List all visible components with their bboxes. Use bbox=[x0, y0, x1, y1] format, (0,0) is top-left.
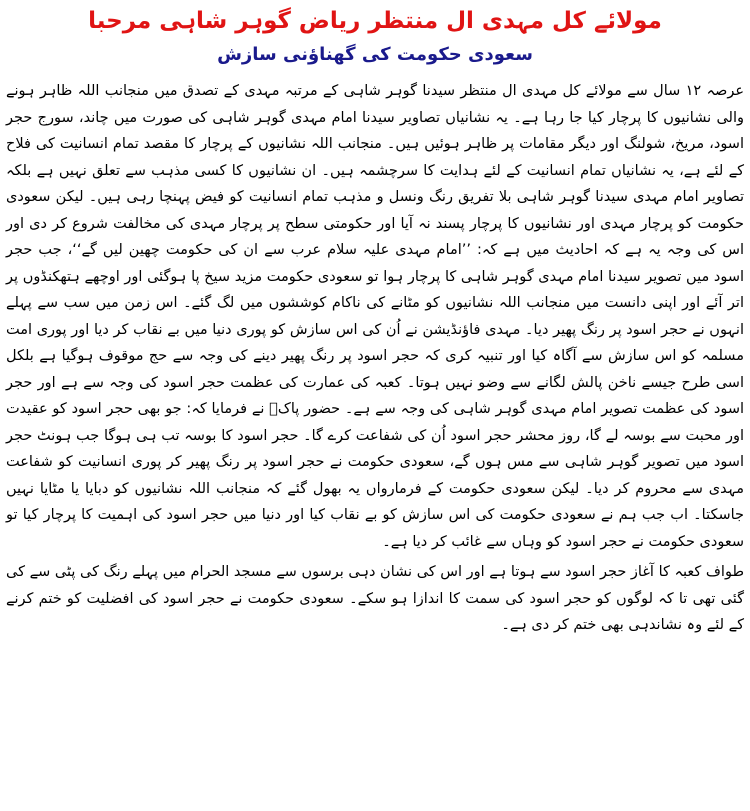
article-body bbox=[6, 78, 744, 639]
article-title: مولائے کل مہدی ال منتظر ریاض گوہر شاہی مرحبا bbox=[88, 8, 662, 34]
body-paragraph: عرصہ ۱۲ سال سے مولائے کل مہدی ال منتظر سیدنا گوہر شاہی کے مرتبہ مہدی کے تصدق میں منجانب اللہ ظاہر ہونے والی نشانیوں کا پرچار کیا جا رہا ہے۔ یہ نشانیاں تصاویر سیدنا امام مہدی گوہر شاہی کی صورت میں چاند، سورج حجر اسود، مریخ، شولنگ اور دیگر مقامات پر ظاہر ہوئیں ہیں۔ منجانب اللہ نشانیوں کے پرچار کا مقصد تمام انسانیت کی فلاح کے لئے ہے، یہ نشانیاں تمام انسانیت کے لئے ہدایت کا سرچشمہ ہیں۔ ان نشانیوں کا کسی مذہب سے تعلق نہیں ہے بلکہ تصاویر امام مہدی سیدنا گوہر شاہی بلا تفریق رنگ ونسل و مذہب تمام انسانیت کو فیض پہنچا رہی ہیں۔ لیکن سعودی حکومت کو پرچار مہدی اور نشانیوں کا پرچار پسند نہ آیا اور حکومتی سطح پر پرچار مہدی کی مخالفت شروع کر دی اور اس کی وجہ یہ ہے کہ احادیث میں ہے کہ: ’’امام مہدی علیہ سلام عرب سے ان کی حکومت چھین لیں گے‘‘، جب حجر اسود میں تصویر سیدنا امام مہدی گوہر شاہی کا پرچار ہوا تو سعودی حکومت مزید سیخ پا ہوگئی اور اوچھے ہتھکنڈوں پر اتر آئے اور اپنی دانست میں منجانب اللہ نشانیوں کو مٹانے کی ناکام کوششوں میں لگ گئے۔ اس زمن میں سب سے پہلے انہوں نے حجر اسود پر رنگ پھیر دیا۔ مہدی فاؤنڈیشن نے اُن کی اس سازش کو پوری دنیا میں بے نقاب کر دیا اور پوری امت مسلمہ کو اس سازش سے آگاہ کیا اور تنبیہ کری کہ حجر اسود پر رنگ پھیر دینے کی وجہ سے حج موقوف ہوگیا ہے بلکل اسی طرح جیسے ناخن پالش لگانے سے وضو نہیں ہوتا۔ کعبہ کی عمارت کی عظمت حجر اسود کی وجہ سے ہے اور حجر اسود کی عظمت تصویر امام مہدی گوہر شاہی کی وجہ سے ہے۔ حضور پاکؐ نے فرمایا کہ: جو بھی حجر اسود کو عقیدت اور محبت سے بوسہ لے گا، روز محشر حجر اسود اُن کی شفاعت کرے گا۔ حجر اسود کا بوسہ تب ہی ہوگا جب ہونٹ حجر اسود میں تصویر گوہر شاہی سے مس ہوں گے، سعودی حکومت نے حجر اسود پر رنگ پھیر کر پوری انسانیت کو شفاعت مہدی سے محروم کر دیا۔ لیکن سعودی حکومت کے فرمارواں یہ بھول گئے کہ منجانب اللہ نشانیوں کو دبایا یا مٹایا نہیں جاسکتا۔ اب جب ہم نے سعودی حکومت کی اس سازش کو بے نقاب کیا اور دنیا میں حجر اسود کی اہمیت کا پرچار کیا تو سعودی حکومت نے حجر اسود کو وہاں سے غائب کر دیا ہے۔ bbox=[6, 83, 744, 550]
body-paragraph: طواف کعبہ کا آغاز حجر اسود سے ہوتا ہے اور اس کی نشان دہی برسوں سے مسجد الحرام میں پہلے رنگ کی پٹی سے کی گئی تھی تا کہ لوگوں کو حجر اسود کی سمت کا اندازا ہو سکے۔ سعودی حکومت نے حجر اسود کی افضلیت کو ختم کرنے کے لئے وہ نشاندہی بھی ختم کر دی ہے۔ bbox=[6, 564, 744, 633]
article-subtitle: سعودی حکومت کی گھناؤنی سازش bbox=[217, 44, 533, 65]
